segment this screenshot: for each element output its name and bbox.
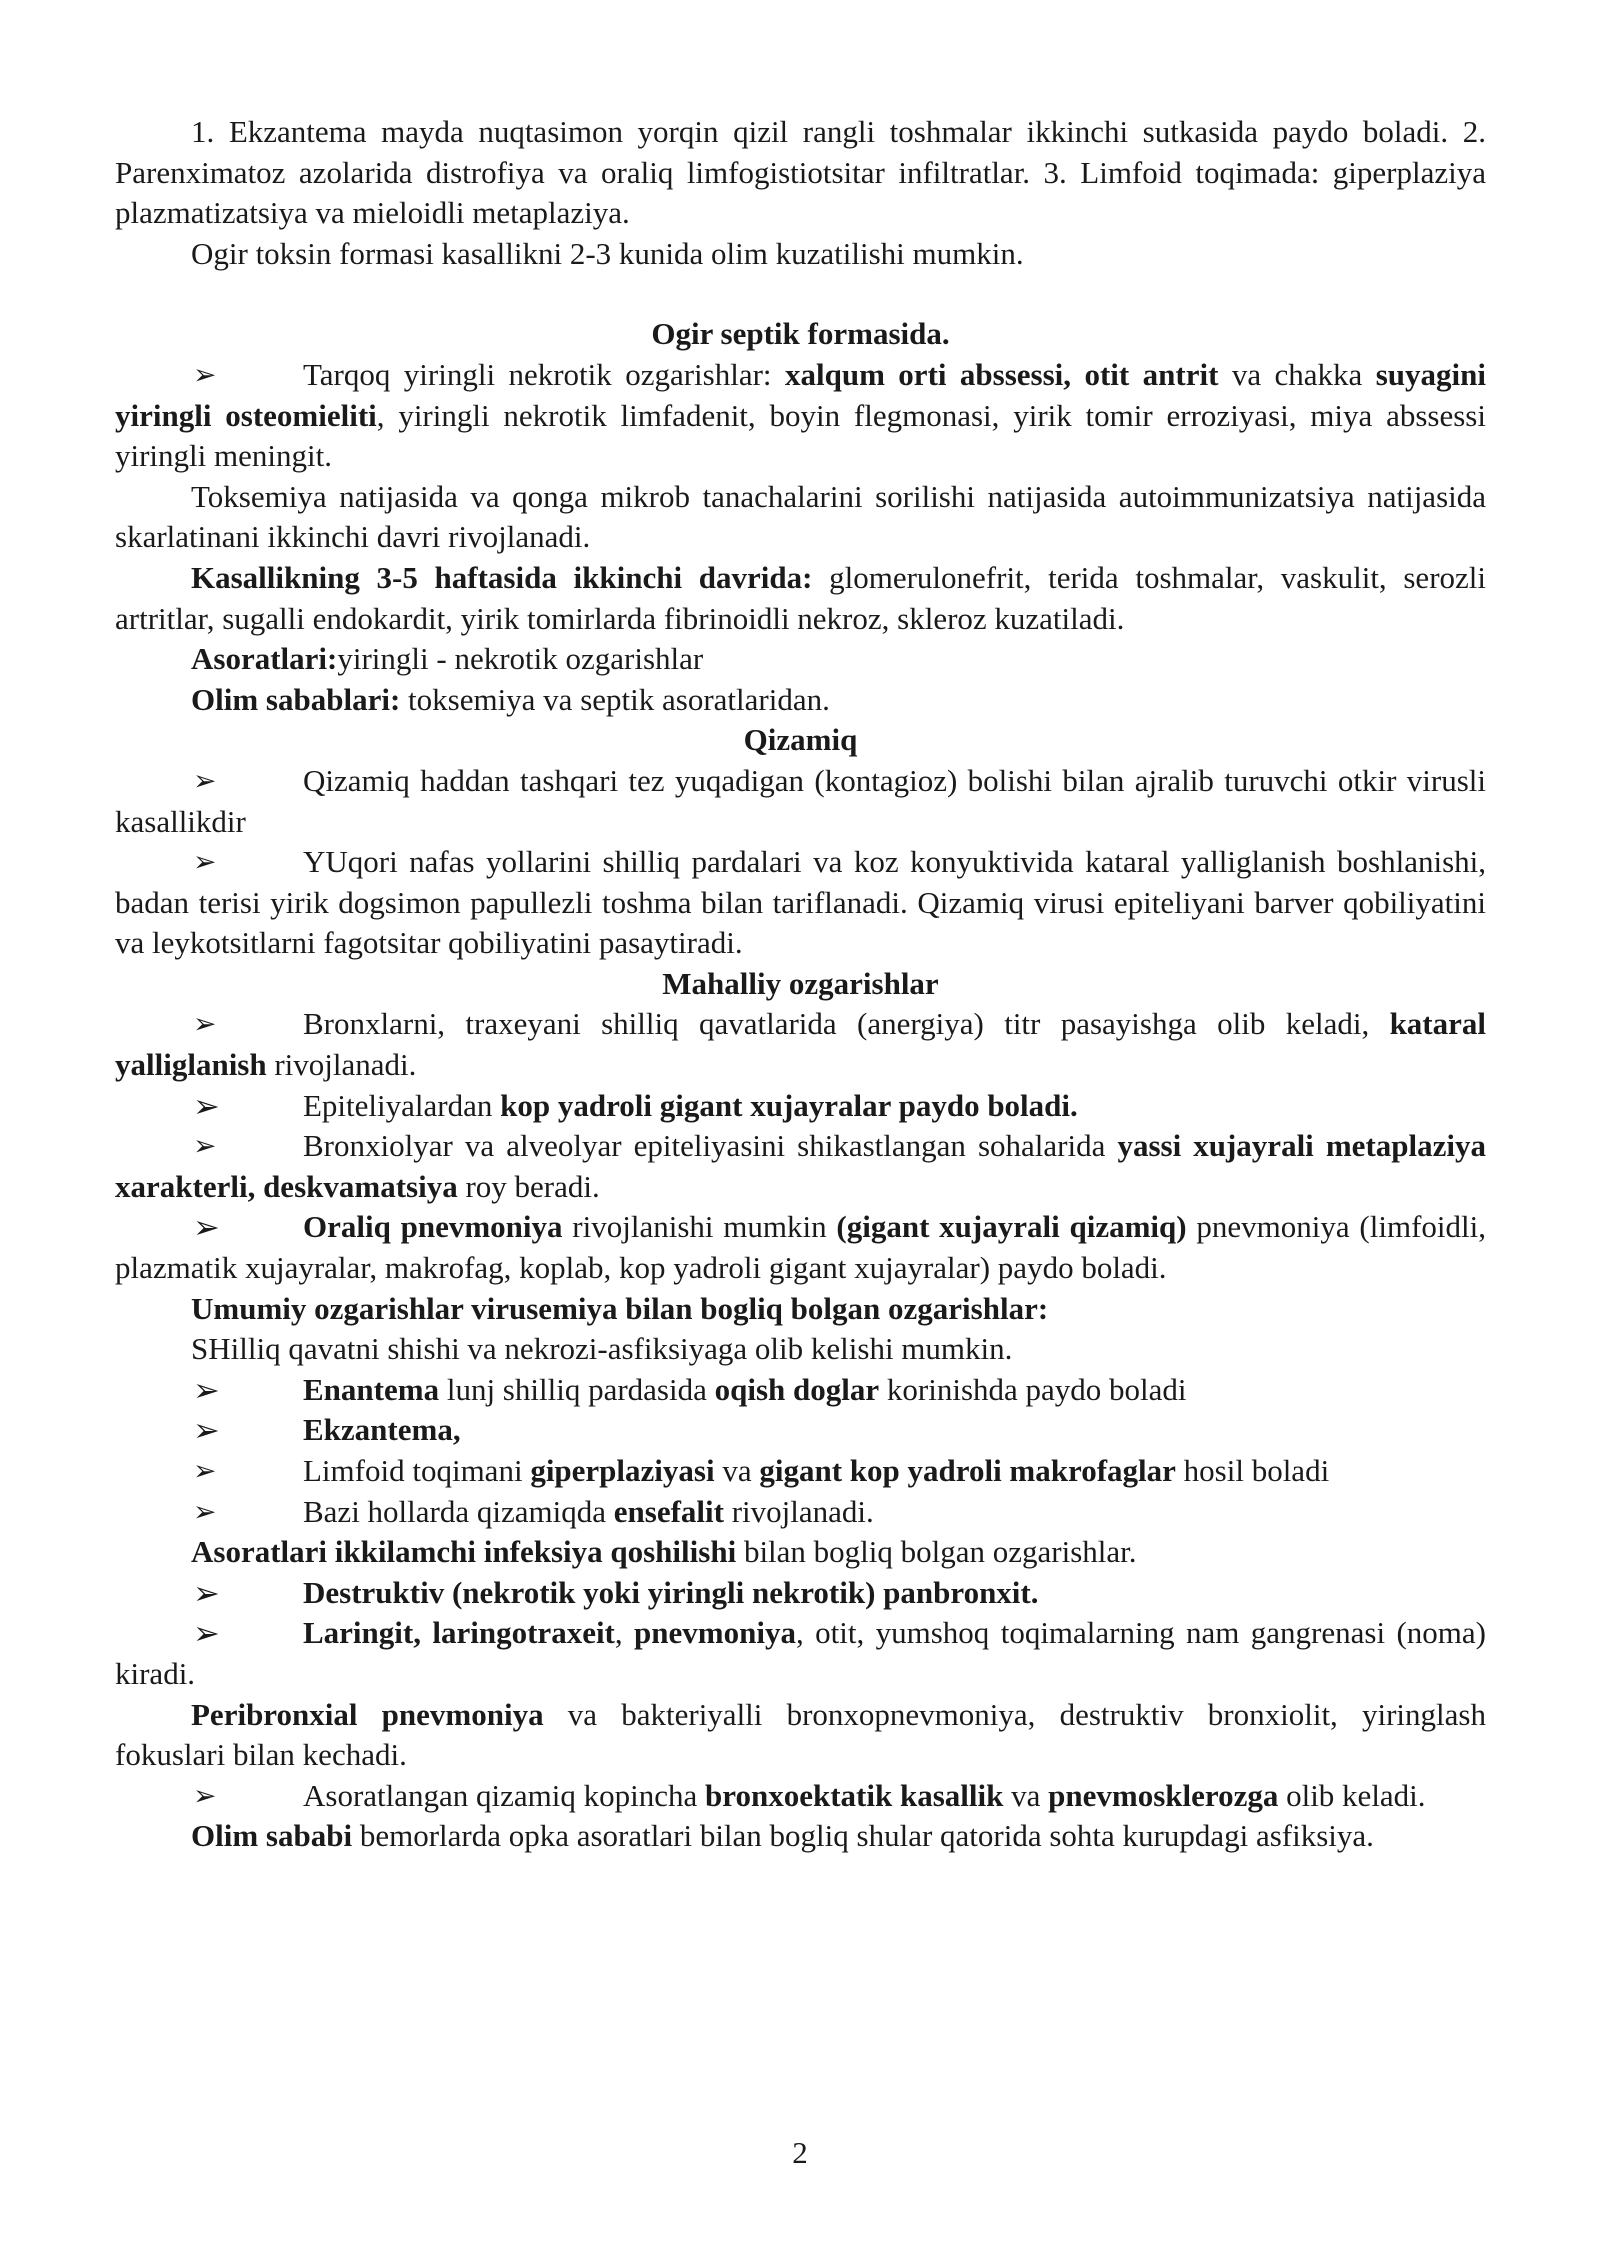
text-run: bilan bogliq bolgan ozgarishlar. <box>736 1534 1137 1570</box>
text-run: hosil boladi <box>1175 1453 1330 1488</box>
bold-text-run: Kasallikning 3-5 haftasida ikkinchi davrida: <box>191 559 813 595</box>
text-run: Bronxlarni, traxeyani shilliq qavatlarida (anergiya) titr pasayishga olib keladi, <box>303 1006 1390 1042</box>
arrow-bullet-icon: ➢ <box>193 1129 217 1163</box>
bullet-item-septic-changes <box>115 355 1486 477</box>
heading-measles: Qizamiq <box>743 722 858 758</box>
text-run: pnevmoniya (limfoidli, plazmatik xujayralar, makrofag, koplab, kop yadroli gigant xujayralar) paydo boladi. <box>115 1209 1486 1286</box>
bold-text-run: gigant kop yadroli makrofaglar <box>759 1453 1176 1488</box>
paragraph-scarlet-fever-findings: 1. Ekzantema mayda nuqtasimon yorqin qizil rangli toshmalar ikkinchi sutkasida paydo boladi. 2. Parenximatoz azolarida distrofiya va oraliq limfogistiotsitar infiltratlar. 3. Limfoid toqimada: giperplaziya plazmatizatsiya va mieloidli metaplaziya. <box>115 114 1486 231</box>
bullet-item-panbronchitis <box>115 1573 1486 1614</box>
arrow-bullet-icon: ➢ <box>193 1208 220 1247</box>
text-run: Asoratlangan qizamiq kopincha <box>303 1777 706 1813</box>
text-run: Epiteliyalardan <box>303 1087 501 1123</box>
heading-local-changes: Mahalliy ozgarishlar <box>662 965 939 1001</box>
bold-text-run: bronxoektatik kasallik <box>705 1777 1004 1813</box>
text-run: , <box>614 1615 635 1651</box>
paragraph-toxemia: Toksemiya natijasida va qonga mikrob tanachalarini sorilishi natijasida autoimmunizatsiya natijasida skarlatinani ikkinchi davri rivojlanadi. <box>115 478 1486 555</box>
text-run: lunj shilliq pardasida <box>439 1371 715 1407</box>
page-number: 2 <box>792 2135 808 2170</box>
text-run: Bronxiolyar va alveolyar epiteliyasini shikastlangan sohalarida <box>303 1128 1118 1164</box>
bold-text-run: suyagini yiringli osteomieliti <box>115 356 1487 433</box>
bold-text-run: Olim sababi <box>191 1818 353 1854</box>
arrow-bullet-icon: ➢ <box>193 1573 220 1612</box>
bold-text-run: yassi xujayrali metaplaziya xarakterli, deskvamatsiya <box>115 1128 1486 1204</box>
text-run: rivojlanishi mumkin <box>562 1209 837 1245</box>
bold-text-run: xalqum orti abssessi, otit antrit <box>784 356 1219 392</box>
arrow-bullet-icon: ➢ <box>193 1494 217 1528</box>
text-run: korinishda paydo boladi <box>879 1371 1187 1407</box>
text-run: Qizamiq haddan tashqari tez yuqadigan (kontagioz) bolishi bilan ajralib turuvchi otkir virusli kasallikdir <box>115 762 1486 839</box>
bold-text-run: Laringit, laringotraxeit <box>303 1615 615 1651</box>
paragraph-secondary-infection <box>115 1532 1486 1573</box>
text-run: Tarqoq yiringli nekrotik ozgarishlar: <box>303 356 785 392</box>
bold-text-run: (gigant xujayrali qizamiq) <box>836 1209 1187 1245</box>
bold-text-run: kataral yalliglanish <box>115 1006 1486 1083</box>
bold-text-run: giperplaziyasi <box>530 1453 715 1488</box>
paragraph-death-cause <box>115 1816 1486 1857</box>
text-run: glomerulonefrit, terida toshmalar, vaskulit, serozli artritlar, sugalli endokardit, yirik tomirlarda fibrinoidli nekroz, skleroz kuzatiladi. <box>115 559 1486 636</box>
bullet-item-interstitial-pneumonia <box>115 1207 1486 1288</box>
arrow-bullet-icon: ➢ <box>193 357 217 391</box>
text-run: olib keladi. <box>1278 1777 1426 1813</box>
bold-text-run: ensefalit <box>613 1493 724 1529</box>
bold-text-run: Peribronxial pnevmoniya <box>191 1696 544 1732</box>
bullet-item-exanthema <box>115 1410 1486 1451</box>
heading-general-changes: Umumiy ozgarishlar virusemiya bilan bogliq bolgan ozgarishlar: <box>191 1290 1049 1326</box>
text-run: va chakka <box>1218 356 1376 392</box>
arrow-bullet-icon: ➢ <box>193 1411 220 1450</box>
bold-text-run: Ekzantema, <box>303 1412 461 1448</box>
bold-text-run: oqish doglar <box>714 1371 880 1407</box>
paragraph-toxic-form: Ogir toksin formasi kasallikni 2-3 kunida olim kuzatilishi mumkin. <box>191 235 1024 271</box>
text-run: bemorlarda opka asoratlari bilan bogliq shular qatorida sohta kurupdagi asfiksiya. <box>352 1818 1374 1854</box>
bullet-item-laryngitis <box>115 1613 1486 1694</box>
text-run: roy beradi. <box>457 1168 600 1204</box>
arrow-bullet-icon: ➢ <box>193 1614 220 1653</box>
bullet-item-measles-onset <box>115 842 1486 964</box>
text-run: va <box>714 1453 760 1488</box>
text-run: yiringli - nekrotik ozgarishlar <box>337 641 704 677</box>
bold-text-run: Asoratlari ikkilamchi infeksiya qoshilishi <box>191 1534 737 1570</box>
text-run: YUqori nafas yollarini shilliq pardalari va koz konyuktivida kataral yalliglanish boshlanishi, badan terisi yirik dogsimon papullezli toshma bilan tariflanadi. Qizamiq virusi epiteliyani barver qobiliyatini va leykotsitlarni fagotsitar qobiliyatini pasaytiradi. <box>115 844 1486 961</box>
bold-text-run: kop yadroli gigant xujayralar paydo boladi. <box>500 1087 1078 1123</box>
text-run: , otit, yumshoq toqimalarning nam gangrenasi (noma) kiradi. <box>115 1615 1486 1691</box>
bullet-item-encephalitis <box>115 1492 1486 1533</box>
bold-text-run: Destruktiv (nekrotik yoki yiringli nekrotik) panbronxit. <box>303 1574 1039 1610</box>
arrow-bullet-icon: ➢ <box>193 1086 220 1125</box>
heading-septic-form: Ogir septik formasida. <box>651 316 950 352</box>
text-run: Bazi hollarda qizamiqda <box>303 1493 614 1529</box>
bullet-item-enanthema <box>115 1370 1486 1411</box>
paragraph-peribronchial-pneumonia <box>115 1695 1486 1776</box>
arrow-bullet-icon: ➢ <box>193 1454 217 1487</box>
bold-text-run: Enantema <box>303 1371 440 1407</box>
paragraph-second-period <box>115 558 1486 639</box>
bold-text-run: Asoratlari: <box>191 641 338 677</box>
bold-text-run: Olim sabablari: <box>191 681 401 717</box>
bullet-item-lymphoid-tissue <box>115 1451 1486 1492</box>
arrow-bullet-icon: ➢ <box>193 763 217 797</box>
text-run: rivojlanadi. <box>266 1047 417 1083</box>
arrow-bullet-icon: ➢ <box>193 845 217 879</box>
bullet-item-complicated-measles <box>115 1776 1486 1817</box>
bullet-item-bronchi <box>115 1004 1486 1085</box>
bold-text-run: pnevmoniya <box>634 1615 796 1651</box>
bullet-item-measles-definition <box>115 761 1486 842</box>
text-run: va <box>1003 1777 1049 1813</box>
text-run: Limfoid toqimani <box>303 1453 531 1488</box>
paragraph-mucosa-edema: SHilliq qavatni shishi va nekrozi-asfiksiyaga olib kelishi mumkin. <box>191 1331 1013 1367</box>
text-run: toksemiya va septik asoratlaridan. <box>400 681 830 717</box>
arrow-bullet-icon: ➢ <box>193 1007 217 1041</box>
paragraph-death-causes <box>115 680 1486 721</box>
bullet-item-metaplasia <box>115 1126 1486 1207</box>
arrow-bullet-icon: ➢ <box>193 1370 220 1409</box>
bold-text-run: pnevmosklerozga <box>1048 1777 1279 1813</box>
arrow-bullet-icon: ➢ <box>193 1778 217 1812</box>
text-run: va bakteriyalli bronxopnevmoniya, destruktiv bronxiolit, yiringlash fokuslari bilan kechadi. <box>115 1696 1486 1773</box>
bold-text-run: Oraliq pnevmoniya <box>303 1209 563 1245</box>
bullet-item-giant-cells <box>115 1086 1486 1127</box>
text-run: rivojlanadi. <box>723 1493 874 1529</box>
paragraph-complications <box>115 639 1486 680</box>
text-run: , yiringli nekrotik limfadenit, boyin flegmonasi, yirik tomir erroziyasi, miya abssessi yiringli meningit. <box>115 397 1486 474</box>
